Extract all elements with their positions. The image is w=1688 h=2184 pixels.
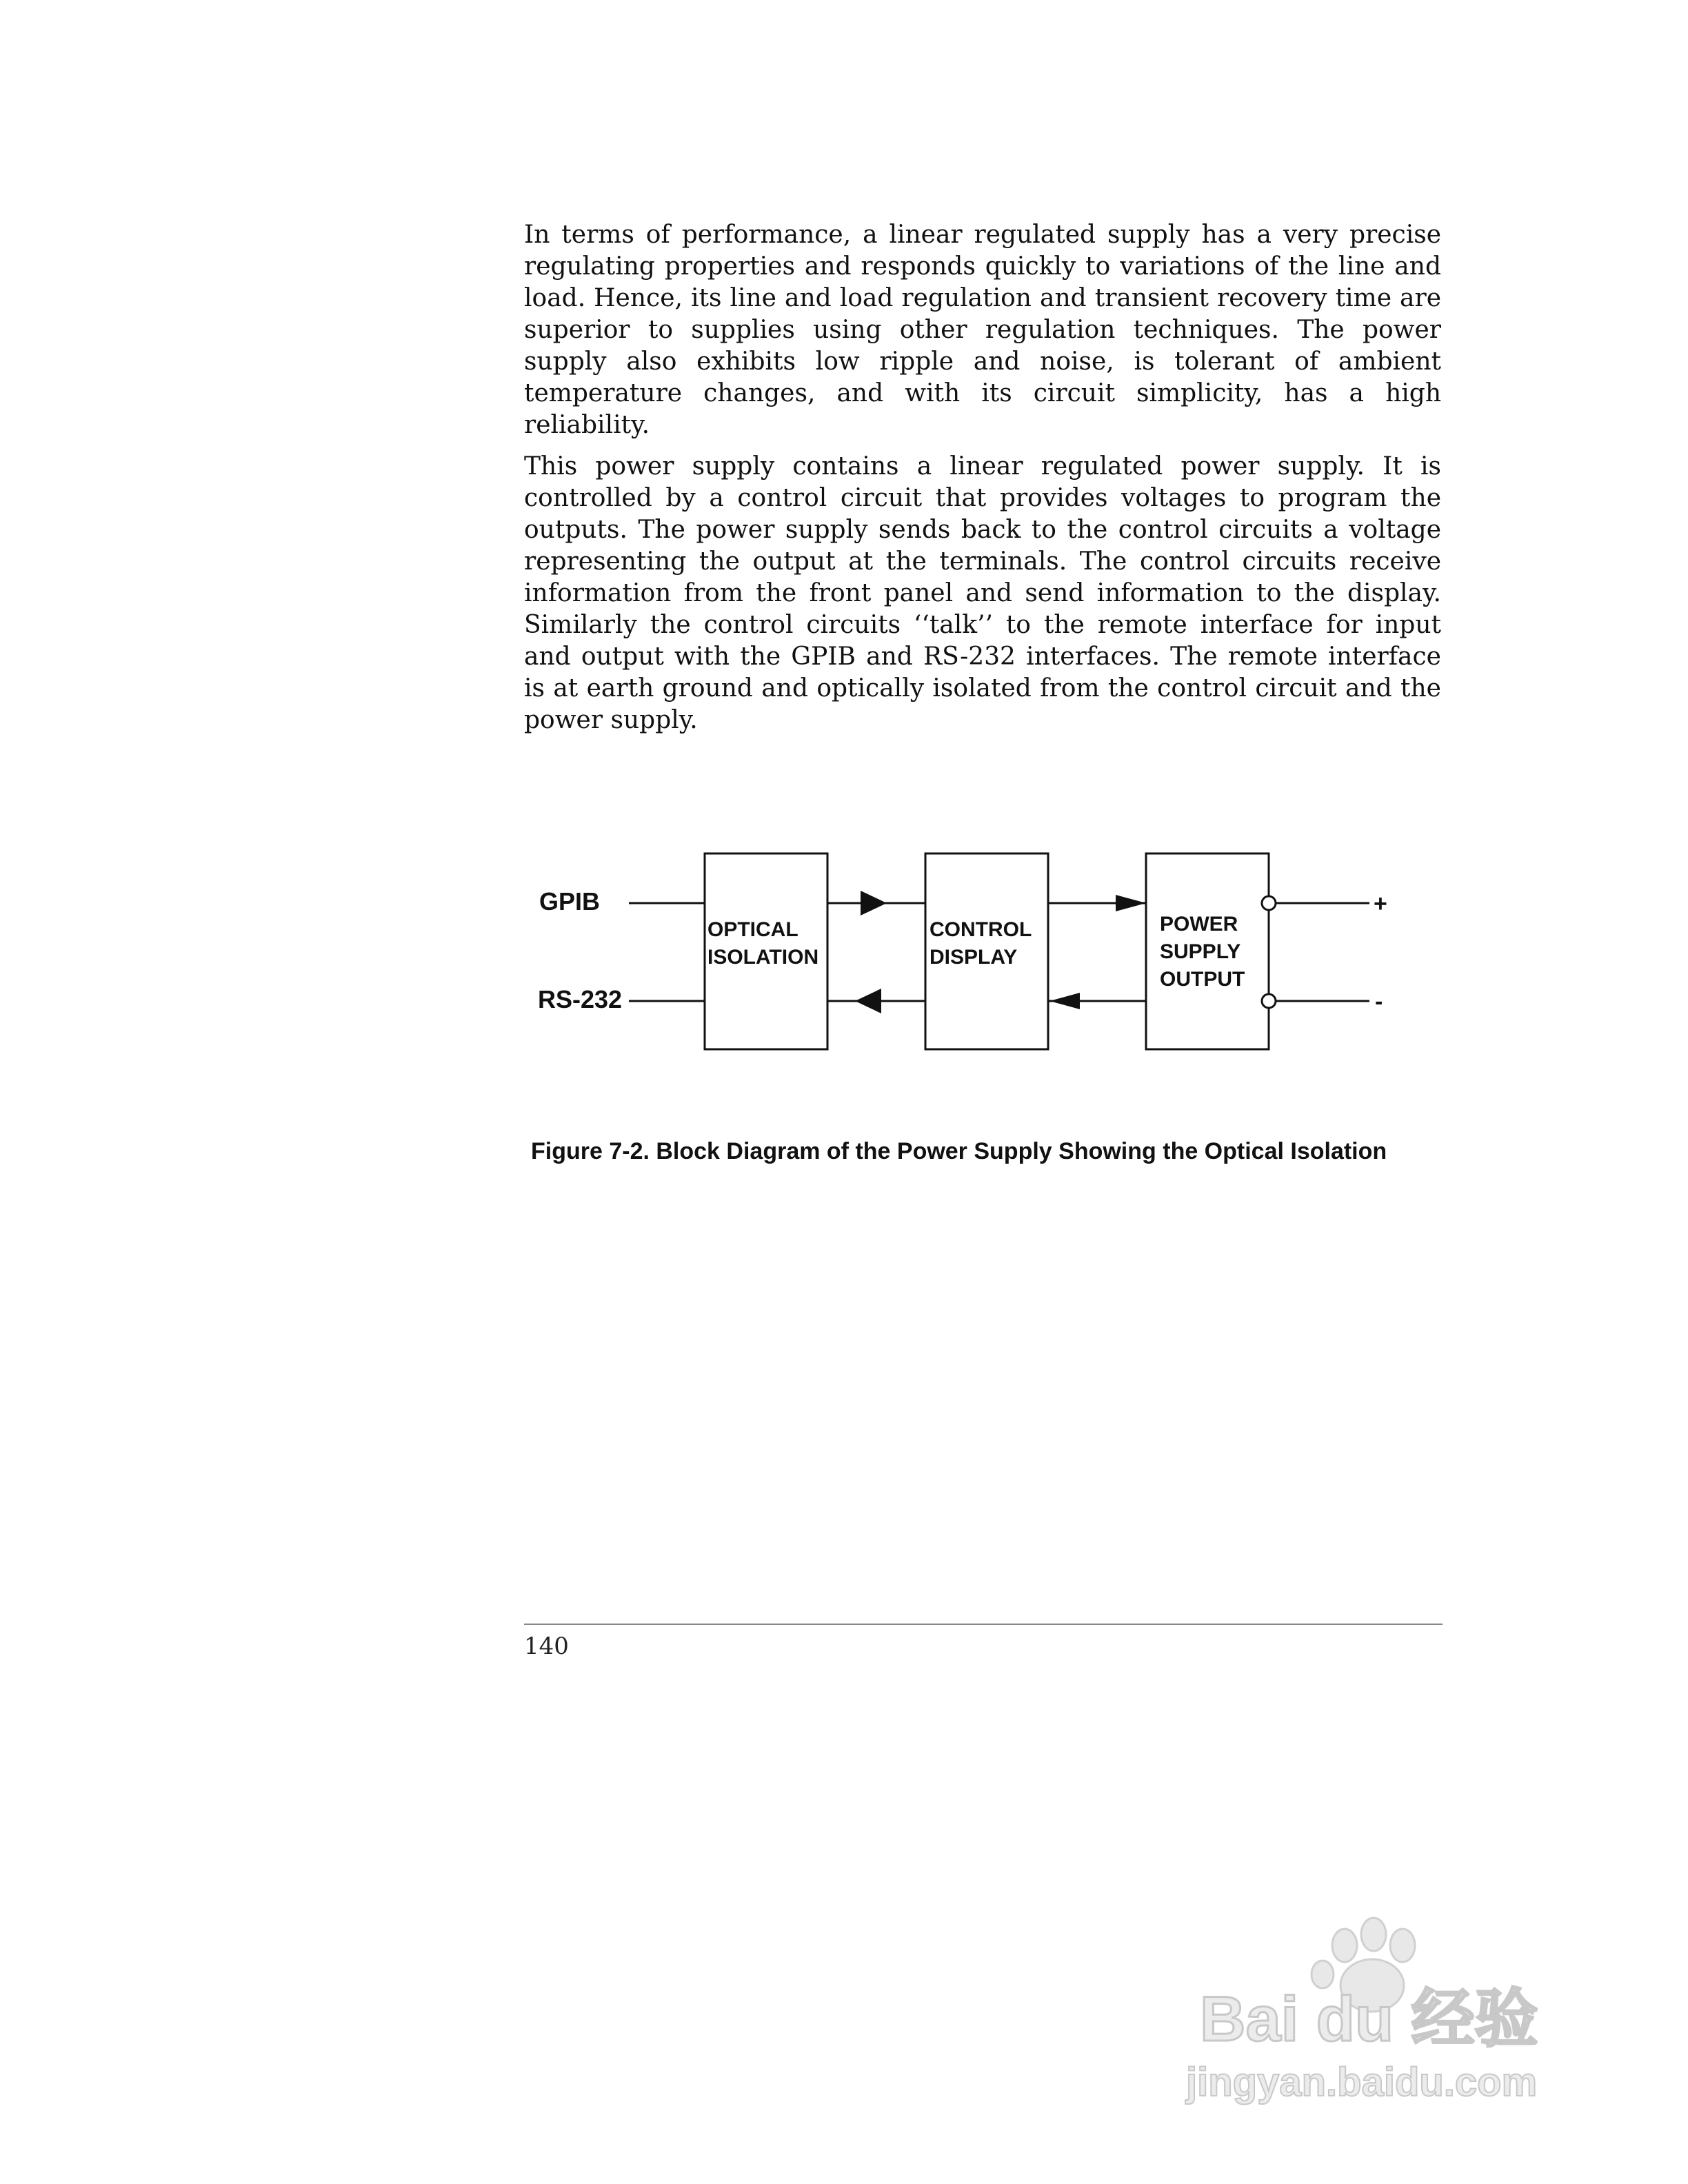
paragraph-2: This power supply contains a linear regulated power supply. It is controlled by a control circuit that provides voltages to program the outputs. The power supply sends back to the control circuits a voltage representing the output at the terminals. The control circuits receive information from the front panel and send information to the display. Similarly the control circuits ‘‘talk’’ to the remote interface for input and output with the GPIB and RS-232 interfaces. The remote interface is at earth ground and optically isolated from the control circuit and the power supply. (524, 452, 1441, 734)
control-label-line-1: CONTROL (930, 918, 1032, 941)
paragraph-1: In terms of performance, a linear regulated supply has a very precise regulating properties and responds quickly to variations of the line and load. Hence, its line and load regulation and transient recovery time are superior to supplies using other regulation techniques. The power supply also exhibits low ripple and noise, is tolerant of ambient temperature changes, and with its circuit simplicity, has a high reliability. (524, 221, 1441, 439)
body-text (524, 219, 1441, 746)
minus-terminal-label: - (1375, 989, 1383, 1015)
optical-label-line-1: OPTICAL (707, 918, 798, 941)
gpib-label: GPIB (539, 887, 601, 916)
arrow-optical-to-control-head (861, 891, 887, 916)
optical-label-line-2: ISOLATION (707, 946, 819, 969)
footer-divider (524, 1624, 1443, 1625)
arrow-control-to-power-head (1116, 895, 1146, 911)
watermark-logo-text: Bai du 经验 (1200, 1984, 1538, 2054)
arrow-control-to-optical-head (855, 989, 881, 1013)
arrow-power-to-control-head (1049, 993, 1080, 1009)
figure-caption: Figure 7-2. Block Diagram of the Power Supply Showing the Optical Isolation (531, 1138, 1387, 1164)
power-label-line-1: POWER (1160, 913, 1238, 936)
page-number: 140 (524, 1632, 569, 1660)
baidu-jingyan-watermark (1172, 1903, 1586, 2110)
minus-terminal-circle (1262, 994, 1276, 1008)
plus-terminal-label: + (1374, 891, 1387, 917)
power-label-line-2: SUPPLY (1160, 940, 1241, 963)
control-label-line-2: DISPLAY (930, 946, 1018, 969)
plus-terminal-circle (1262, 896, 1276, 910)
block-diagram (524, 841, 1448, 1103)
rs232-label: RS-232 (538, 985, 623, 1013)
power-label-line-3: OUTPUT (1160, 968, 1245, 991)
watermark-url: jingyan.baidu.com (1186, 2060, 1538, 2105)
